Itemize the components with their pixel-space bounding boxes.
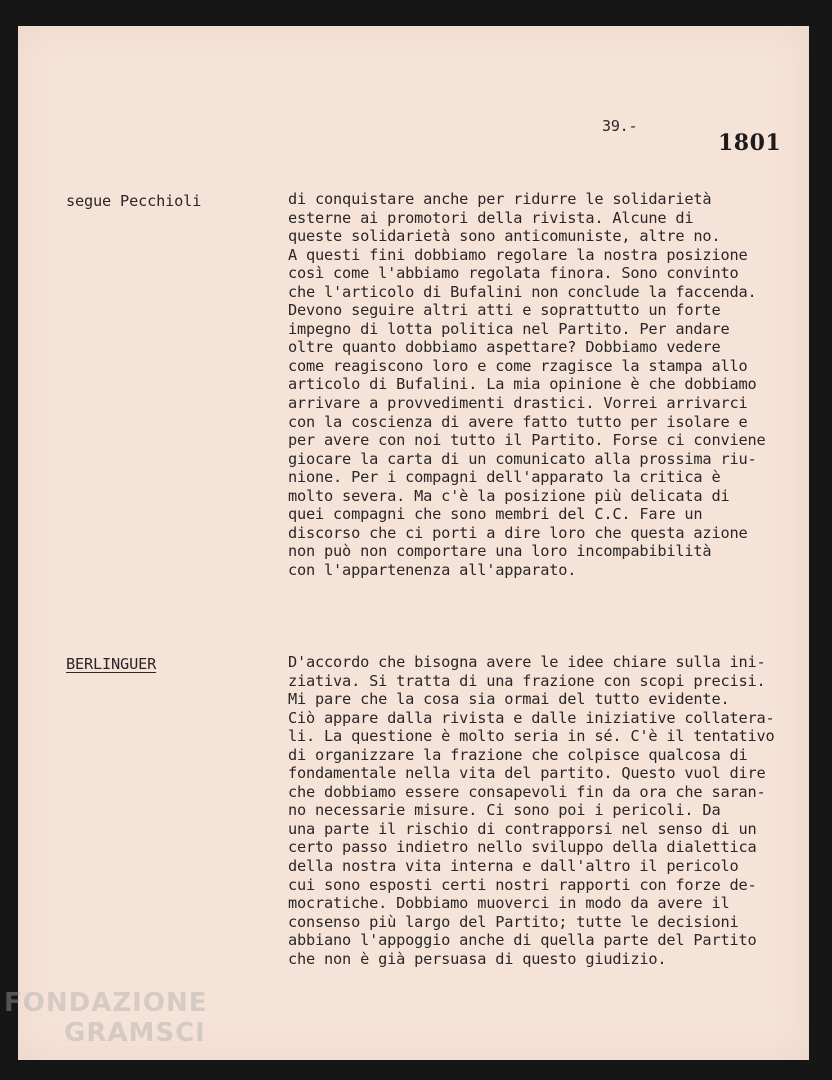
text-line: impegno di lotta politica nel Partito. Per andare — [288, 319, 730, 338]
text-line: molto severa. Ma c'è la posizione più delicata di — [288, 486, 730, 505]
text-line: che non è già persuasa di questo giudizio. — [288, 949, 667, 968]
text-line: articolo di Bufalini. La mia opinione è che dobbiamo — [288, 375, 757, 394]
watermark-line-1: FONDAZIONE — [4, 988, 208, 1018]
text-line: una parte il rischio di contrapporsi nel senso di un — [288, 819, 757, 838]
speaker-label-pecchioli: segue Pecchioli — [66, 192, 202, 210]
text-line: nione. Per i compagni dell'apparato la critica è — [288, 468, 721, 487]
text-line: cui sono esposti certi nostri rapporti con forze de- — [288, 875, 757, 894]
text-line: A questi fini dobbiamo regolare la nostra posizione — [288, 245, 748, 264]
text-line: che l'articolo di Bufalini non conclude la faccenda. — [288, 282, 757, 301]
text-line: di conquistare anche per ridurre le solidarietà — [288, 190, 712, 208]
text-line: Mi pare che la cosa sia ormai del tutto evidente. — [288, 690, 730, 709]
text-line: li. La questione è molto seria in sé. C'è il tentativo — [288, 727, 775, 746]
text-line: con l'appartenenza all'apparato. — [288, 560, 577, 579]
text-line: oltre quanto dobbiamo aspettare? Dobbiamo vedere — [288, 338, 721, 357]
text-line: discorso che ci porti a dire loro che questa azione — [288, 523, 748, 542]
watermark-line-2: GRAMSCI — [64, 1018, 206, 1048]
speaker-label-berlinguer: BERLINGUER — [66, 655, 157, 673]
text-line: che dobbiamo essere consapevoli fin da ora che saran- — [288, 782, 766, 801]
text-line: D'accordo che bisogna avere le idee chiare sulla ini- — [288, 653, 766, 671]
text-line: no necessarie misure. Ci sono poi i pericoli. Da — [288, 801, 721, 820]
text-line: certo passo indietro nello sviluppo della dialettica — [288, 838, 757, 857]
text-line: mocratiche. Dobbiamo muoverci in modo da avere il — [288, 894, 730, 913]
speech-block-berlinguer — [288, 653, 798, 968]
text-line: Ciò appare dalla rivista e dalle iniziative collatera- — [288, 708, 775, 727]
text-line: arrivare a provvedimenti drastici. Vorrei arrivarci — [288, 394, 748, 413]
text-line: consenso più largo del Partito; tutte le decisioni — [288, 912, 739, 931]
text-line: esterne ai promotori della rivista. Alcune di — [288, 208, 694, 227]
text-line: abbiano l'appoggio anche di quella parte del Partito — [288, 931, 757, 950]
fondazione-gramsci-watermark — [4, 988, 207, 1048]
text-line: di organizzare la frazione che colpisce qualcosa di — [288, 745, 748, 764]
text-line: ziativa. Si tratta di una frazione con scopi precisi. — [288, 671, 766, 690]
text-line: fondamentale nella vita del partito. Questo vuol dire — [288, 764, 766, 783]
text-line: giocare la carta di un comunicato alla prossima riu- — [288, 449, 757, 468]
text-line: così come l'abbiamo regolata finora. Sono convinto — [288, 264, 739, 283]
text-line: per avere con noi tutto il Partito. Forse ci conviene — [288, 431, 766, 450]
speech-block-pecchioli — [288, 190, 798, 579]
text-line: Devono seguire altri atti e soprattutto un forte — [288, 301, 721, 320]
archive-number-stamp: 1801 — [718, 130, 782, 156]
text-line: non può non comportare una loro incompabibilità — [288, 542, 712, 561]
page-number: 39.- — [602, 117, 638, 135]
text-line: della nostra vita interna e dall'altro il pericolo — [288, 857, 739, 876]
text-line: come reagiscono loro e come rzagisce la stampa allo — [288, 356, 748, 375]
text-line: con la coscienza di avere fatto tutto per isolare e — [288, 412, 748, 431]
text-line: quei compagni che sono membri del C.C. Fare un — [288, 505, 703, 524]
text-line: queste solidarietà sono anticomuniste, altre no. — [288, 227, 721, 246]
